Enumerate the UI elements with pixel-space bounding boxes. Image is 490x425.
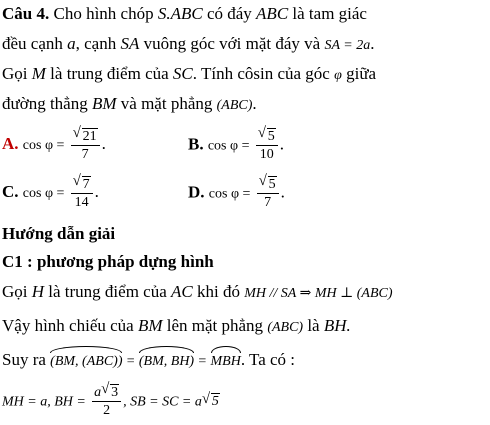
question-text: đường thẳng: [2, 94, 88, 113]
plane-abc: (ABC): [216, 98, 253, 113]
segment-ac: AC: [171, 282, 193, 301]
option-a[interactable]: [2, 125, 106, 162]
option-letter: D.: [188, 182, 205, 202]
solution-line-2: [2, 314, 351, 340]
solution-heading: Hướng dẫn giải: [2, 224, 116, 243]
question-line-3: [2, 62, 376, 88]
sb-radicand: 5: [211, 394, 219, 410]
option-fraction: √ 21 7: [71, 128, 100, 163]
option-c[interactable]: [2, 173, 99, 210]
question-text: .: [370, 34, 375, 53]
segment-bh: BH.: [323, 316, 351, 335]
fraction-factor: a: [94, 385, 102, 400]
solution-text: Gọi: [2, 282, 28, 301]
solution-line-3: [2, 346, 295, 374]
option-letter: A.: [2, 134, 19, 154]
solution-text: . Ta có :: [240, 350, 296, 369]
segment-sc: SC: [172, 64, 193, 83]
question-line-1: [2, 2, 367, 26]
option-denominator: 10: [259, 147, 274, 162]
option-fraction: √ 5 10: [256, 128, 278, 163]
solution-text: Vậy hình chiếu của: [2, 316, 134, 335]
question-text: giữa: [346, 64, 377, 83]
question-text: là tam giác: [292, 4, 367, 23]
option-end: .: [279, 134, 284, 154]
option-numerator: 21: [82, 129, 97, 144]
angle-phi: φ: [334, 68, 342, 83]
solution-text: khi đó: [197, 282, 240, 301]
option-d[interactable]: [188, 173, 285, 211]
sa-equation: SA = 2a: [324, 38, 371, 53]
solution-text: Suy ra: [2, 350, 46, 369]
solution-method: C1 : phương pháp dựng hình: [2, 252, 214, 271]
option-end: .: [94, 182, 99, 202]
parallel-perp-statement: MH // SA ⇒ MH ⊥ (ABC): [244, 286, 393, 301]
fraction-denominator: 2: [103, 403, 111, 418]
option-cos: cos φ =: [22, 138, 65, 154]
question-text: và mặt phẳng: [120, 94, 213, 113]
equals-sign: =: [198, 354, 207, 369]
option-b[interactable]: [188, 125, 284, 163]
question-text: Cho hình chóp: [53, 4, 154, 23]
bh-fraction: a √ 3 2: [92, 384, 121, 419]
option-cos: cos φ =: [208, 186, 251, 202]
angle-mbh: MBH: [211, 346, 241, 374]
lengths-statement: , SB = SC = a: [123, 394, 202, 410]
equals-sign: =: [126, 354, 135, 369]
options-row-2: [2, 173, 285, 216]
option-cos: cos φ =: [207, 138, 250, 154]
line-bm: BM: [91, 94, 117, 113]
question-text: . Tính côsin của góc: [192, 64, 330, 83]
edge-symbol: a: [67, 34, 76, 53]
question-text: là trung điểm của: [50, 64, 169, 83]
option-fraction: √ 5 7: [257, 176, 279, 211]
question-text: có đáy: [206, 4, 252, 23]
plane-abc: (ABC): [267, 320, 304, 335]
question-text: đều cạnh: [2, 34, 63, 53]
option-end: .: [280, 182, 285, 202]
option-letter: B.: [188, 134, 204, 154]
fraction-radicand: 3: [111, 385, 119, 400]
option-letter: C.: [2, 182, 19, 202]
question-text: .: [252, 94, 257, 113]
segment-sa: SA: [120, 34, 140, 53]
option-denominator: 14: [74, 195, 89, 210]
line-bm: BM: [137, 316, 163, 335]
lengths-statement: MH = a, BH =: [2, 394, 86, 410]
option-numerator: 7: [82, 177, 90, 192]
base-name: ABC: [256, 4, 289, 23]
question-text: Gọi: [2, 64, 28, 83]
point-m: M: [31, 64, 46, 83]
pyramid-name: S.ABC: [157, 4, 203, 23]
angle-bm-bh: (BM, BH): [139, 346, 194, 374]
solution-text: là: [307, 316, 320, 335]
question-line-4: [2, 92, 257, 118]
question-text: vuông góc với mặt đáy và: [143, 34, 321, 53]
option-end: .: [101, 134, 106, 154]
question-label: Câu 4.: [2, 4, 50, 23]
option-numerator: 5: [268, 177, 276, 192]
option-denominator: 7: [81, 147, 89, 162]
question-text: , cạnh: [75, 34, 117, 53]
option-numerator: 5: [267, 129, 275, 144]
point-h: H: [31, 282, 45, 301]
angle-bm-abc: (BM, (ABC)): [50, 346, 122, 374]
options-row-1: [2, 125, 284, 168]
solution-text: lên mặt phẳng: [166, 316, 264, 335]
option-fraction: √ 7 14: [71, 176, 93, 211]
solution-line-1: [2, 280, 393, 306]
option-denominator: 7: [264, 195, 272, 210]
question-line-2: [2, 32, 374, 58]
solution-text: là trung điểm của: [48, 282, 167, 301]
solution-line-4: MH = a, BH = a √ 3 2 , SB = SC = a √ 5: [2, 381, 219, 418]
option-cos: cos φ =: [22, 186, 65, 202]
